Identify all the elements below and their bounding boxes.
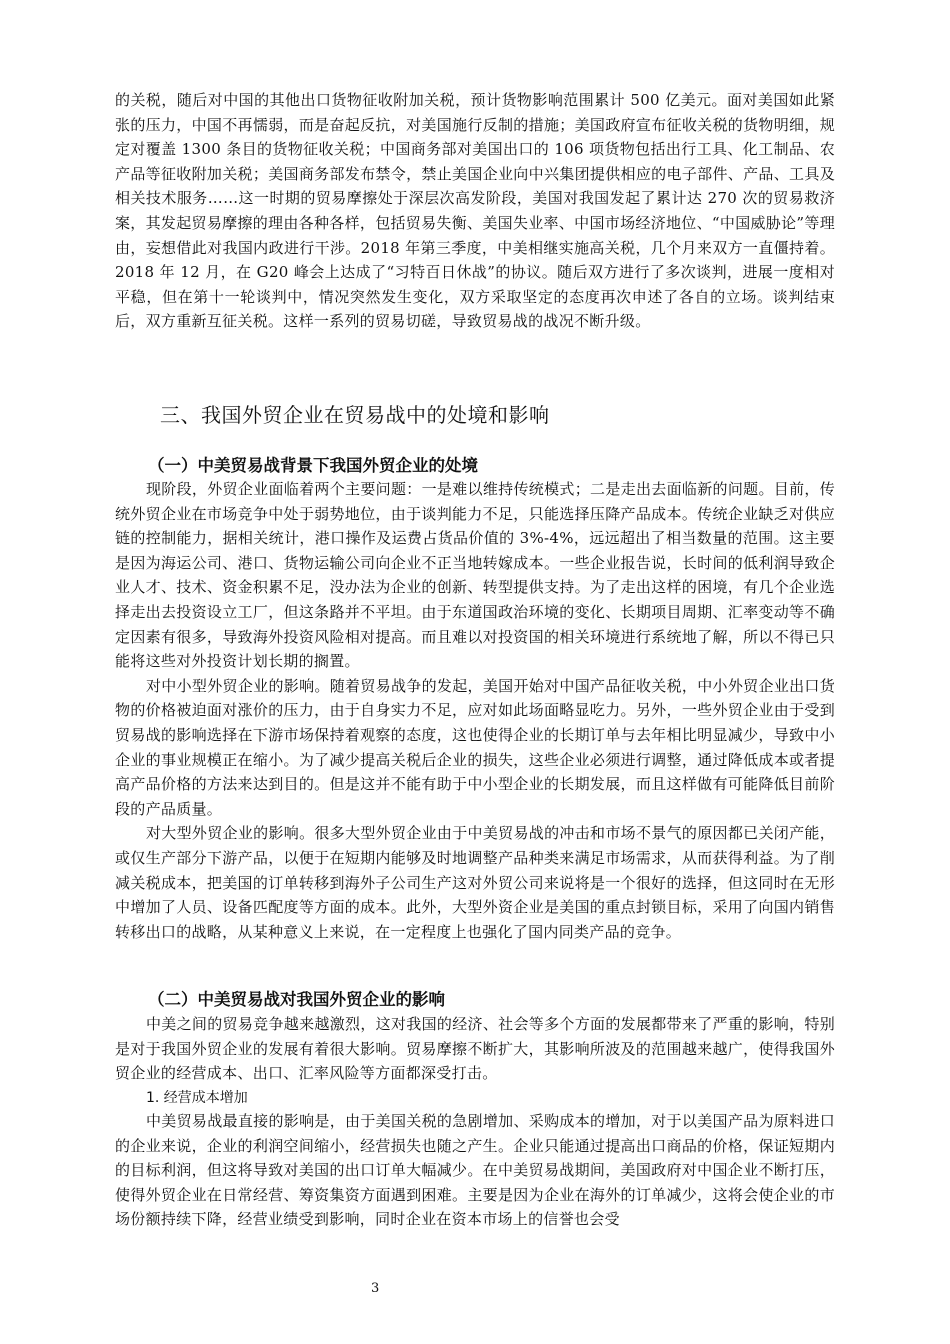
subsection-1-paragraph-1: 现阶段，外贸企业面临着两个主要问题：一是难以维持传统模式；二是走出去面临新的问题。目前，传统外贸企业在市场竞争中处于弱势地位，由于谈判能力不足，只能选择压降产品成本。传统企业缺乏对供应链的控制能力，据相关统计，港口操作及运费占货品价值的 3%-4%，远远超出了相当数量的范围。这主要是因为海运公司、港口、货物运输公司向企业不正当地转嫁成本。一些企业报告说，长时间的低利润导致企业人才、技术、资金积累不足，没办法为企业的创新、转型提供支持。为了走出这样的困境，有几个企业选择走出去投资设立工厂，但这条路并不平坦。由于东道国政治环境的变化、长期项目周期、汇率变动等不确定因素有很多，导致海外投资风险相对提高。而且难以对投资国的相关环境进行系统地了解，所以不得已只能将这些对外投资计划长期的搁置。: [115, 480, 835, 671]
subsection-1-body: [115, 477, 835, 944]
item-1-heading: 1. 经营成本增加: [146, 1090, 248, 1106]
intro-paragraph: 的关税，随后对中国的其他出口货物征收附加关税，预计货物影响范围累计 500 亿美元。面对美国如此紧张的压力，中国不再懦弱，而是奋起反抗，对美国施行反制的措施；美国政府宣布征收关税的货物明细，规定对覆盖 1300 条目的货物征收关税；中国商务部对美国出口的 106 项货物包括出行工具、化工制品、农产品等征收附加关税；美国商务部发布禁令，禁止美国企业向中兴集团提供相应的电子部件、产品、工具及相关技术服务……这一时期的贸易摩擦处于深层次高发阶段，美国对我国发起了累计达 270 次的贸易救济案，其发起贸易摩擦的理由各种各样，包括贸易失衡、美国失业率、中国市场经济地位、“中国威胁论”等理由，妄想借此对我国内政进行干涉。2018 年第三季度，中美相继实施高关税，几个月来双方一直僵持着。2018 年 12 月，在 G20 峰会上达成了“习特百日休战”的协议。随后双方进行了多次谈判，进展一度相对平稳，但在第十一轮谈判中，情况突然发生变化，双方采取坚定的态度再次申述了各自的立场。谈判结束后，双方重新互征关税。这样一系列的贸易切磋，导致贸易战的战况不断升级。: [115, 91, 835, 331]
subsection-1-paragraph-3: 对大型外贸企业的影响。很多大型外贸企业由于中美贸易战的冲击和市场不景气的原因都已关闭产能，或仅生产部分下游产品，以便于在短期内能够及时地调整产品种类来满足市场需求，从而获得利益。为了削减关税成本，把美国的订单转移到海外子公司生产这对外贸公司来说将是一个很好的选择，但这同时在无形中增加了人员、设备匹配度等方面的成本。此外，大型外资企业是美国的重点封锁目标，采用了向国内销售转移出口的战略，从某种意义上来说，在一定程度上也强化了国内同类产品的竞争。: [115, 824, 835, 941]
subsection-2-body: [115, 1012, 835, 1086]
page-number: 3: [371, 1281, 380, 1296]
section-heading: 三、我国外贸企业在贸易战中的处境和影响: [160, 403, 550, 427]
item-1-paragraph: 中美贸易战最直接的影响是，由于美国关税的急剧增加、采购成本的增加，对于以美国产品为原料进口的企业来说，企业的利润空间缩小，经营损失也随之产生。企业只能通过提高出口商品的价格，保证短期内的目标利润，但这将导致对美国的出口订单大幅减少。在中美贸易战期间，美国政府对中国企业不断打压，使得外贸企业在日常经营、筹资集资方面遇到困难。主要是因为企业在海外的订单减少，这将会使企业的市场份额持续下降，经营业绩受到影响，同时企业在资本市场上的信誉也会受: [115, 1112, 835, 1229]
intro-text-block: [115, 88, 835, 334]
subsection-2-paragraph-1: 中美之间的贸易竞争越来越激烈，这对我国的经济、社会等多个方面的发展都带来了严重的影响，特别是对于我国外贸企业的发展有着很大影响。贸易摩擦不断扩大，其影响所波及的范围越来越广，使得我国外贸企业的经营成本、出口、汇率风险等方面都深受打击。: [115, 1015, 835, 1083]
subsection-1-paragraph-2: 对中小型外贸企业的影响。随着贸易战争的发起，美国开始对中国产品征收关税，中小外贸企业出口货物的价格被迫面对涨价的压力，由于自身实力不足，应对如此场面略显吃力。另外，一些外贸企业由于受到贸易战的影响选择在下游市场保持着观察的态度，这也使得企业的长期订单与去年相比明显减少，导致中小企业的事业规模正在缩小。为了减少提高关税后企业的损失，这些企业必须进行调整，通过降低成本或者提高产品价格的方法来达到目的。但是这并不能有助于中小型企业的长期发展，而且这样做有可能降低目前阶段的产品质量。: [115, 676, 835, 818]
item-1-body: [115, 1109, 835, 1232]
subsection-1-heading: （一）中美贸易战背景下我国外贸企业的处境: [148, 456, 478, 475]
subsection-2-heading: （二）中美贸易战对我国外贸企业的影响: [148, 990, 445, 1009]
